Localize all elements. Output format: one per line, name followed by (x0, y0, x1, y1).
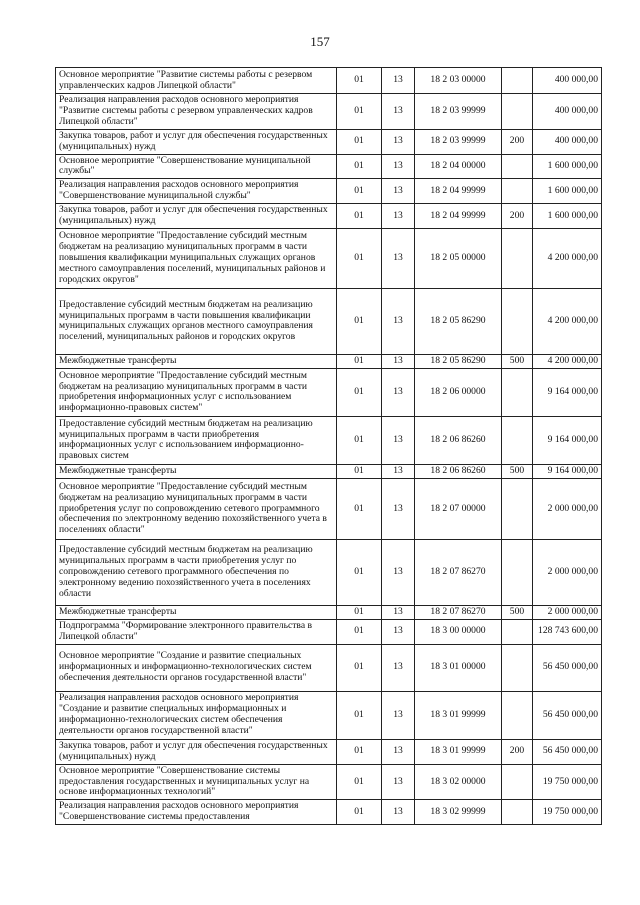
amount-cell: 4 200 000,00 (533, 288, 602, 354)
expense-type-cell: 500 (502, 605, 533, 619)
row-name-cell: Предоставление субсидий местным бюджетам на реализацию муниципальных программ в части приобретения информационных услуг с использованием информационно-правовых систем (56, 416, 337, 464)
expense-type-cell (502, 644, 533, 691)
row-name-cell: Основное мероприятие "Создание и развитие специальных информационных и информационно-технологических систем обеспечения деятельности органов государственной власти" (56, 644, 337, 691)
ministry-code-cell: 01 (337, 478, 382, 539)
ministry-code-cell: 01 (337, 416, 382, 464)
article-code-cell: 18 3 00 00000 (415, 619, 502, 644)
amount-cell: 2 000 000,00 (533, 478, 602, 539)
expense-type-cell (502, 179, 533, 204)
row-name-cell: Межбюджетные трансферты (56, 464, 337, 478)
expense-type-cell: 500 (502, 464, 533, 478)
section-code-cell: 13 (382, 179, 415, 204)
expense-type-cell (502, 764, 533, 800)
article-code-cell: 18 2 06 86260 (415, 464, 502, 478)
ministry-code-cell: 01 (337, 605, 382, 619)
table-row (56, 288, 602, 354)
ministry-code-cell: 01 (337, 204, 382, 229)
expense-type-cell (502, 368, 533, 416)
section-code-cell: 13 (382, 464, 415, 478)
row-name-cell: Реализация направления расходов основного мероприятия "Развитие системы работы с резервом управленческих кадров Липецкой области" (56, 94, 337, 130)
article-code-cell: 18 2 07 86270 (415, 605, 502, 619)
article-code-cell: 18 2 05 00000 (415, 228, 502, 288)
section-code-cell: 13 (382, 478, 415, 539)
article-code-cell: 18 2 04 99999 (415, 204, 502, 229)
expense-type-cell (502, 228, 533, 288)
table-row (56, 478, 602, 539)
row-name-cell: Реализация направления расходов основного мероприятия "Совершенствование системы предоставления (56, 800, 337, 825)
amount-cell: 19 750 000,00 (533, 800, 602, 825)
expense-type-cell: 200 (502, 129, 533, 154)
article-code-cell: 18 3 01 00000 (415, 644, 502, 691)
article-code-cell: 18 2 07 00000 (415, 478, 502, 539)
section-code-cell: 13 (382, 619, 415, 644)
budget-table-body (56, 68, 602, 825)
table-row (56, 764, 602, 800)
article-code-cell: 18 2 07 86270 (415, 539, 502, 605)
amount-cell: 2 000 000,00 (533, 605, 602, 619)
table-row (56, 129, 602, 154)
expense-type-cell (502, 416, 533, 464)
article-code-cell: 18 3 01 99999 (415, 691, 502, 739)
row-name-cell: Закупка товаров, работ и услуг для обеспечения государственных (муниципальных) нужд (56, 129, 337, 154)
section-code-cell: 13 (382, 539, 415, 605)
section-code-cell: 13 (382, 354, 415, 368)
article-code-cell: 18 2 04 00000 (415, 154, 502, 179)
table-row (56, 204, 602, 229)
expense-type-cell: 200 (502, 204, 533, 229)
table-row (56, 739, 602, 764)
row-name-cell: Реализация направления расходов основного мероприятия "Совершенствование муниципальной службы" (56, 179, 337, 204)
ministry-code-cell: 01 (337, 691, 382, 739)
article-code-cell: 18 2 05 86290 (415, 288, 502, 354)
row-name-cell: Подпрограмма "Формирование электронного правительства в Липецкой области" (56, 619, 337, 644)
budget-table (55, 67, 602, 825)
section-code-cell: 13 (382, 691, 415, 739)
expense-type-cell (502, 94, 533, 130)
expense-type-cell (502, 691, 533, 739)
ministry-code-cell: 01 (337, 800, 382, 825)
row-name-cell: Межбюджетные трансферты (56, 354, 337, 368)
amount-cell: 400 000,00 (533, 94, 602, 130)
section-code-cell: 13 (382, 644, 415, 691)
article-code-cell: 18 2 04 99999 (415, 179, 502, 204)
expense-type-cell (502, 619, 533, 644)
row-name-cell: Основное мероприятие "Развитие системы работы с резервом управленческих кадров Липецкой области" (56, 68, 337, 94)
article-code-cell: 18 2 06 86260 (415, 416, 502, 464)
ministry-code-cell: 01 (337, 129, 382, 154)
page-number: 157 (310, 34, 330, 49)
article-code-cell: 18 2 03 99999 (415, 129, 502, 154)
table-row (56, 154, 602, 179)
row-name-cell: Реализация направления расходов основного мероприятия "Создание и развитие специальных информационных и информационно-технологических систем обеспечения деятельности органов государственной власти" (56, 691, 337, 739)
table-row (56, 619, 602, 644)
ministry-code-cell: 01 (337, 619, 382, 644)
section-code-cell: 13 (382, 94, 415, 130)
table-row (56, 539, 602, 605)
table-row (56, 179, 602, 204)
ministry-code-cell: 01 (337, 288, 382, 354)
section-code-cell: 13 (382, 739, 415, 764)
section-code-cell: 13 (382, 68, 415, 94)
row-name-cell: Основное мероприятие "Предоставление субсидий местным бюджетам на реализацию муниципальных программ в части повышения квалификации муниципальных служащих органов местного самоуправления поселений, муниципальных районов и городских округов" (56, 228, 337, 288)
expense-type-cell (502, 800, 533, 825)
ministry-code-cell: 01 (337, 539, 382, 605)
section-code-cell: 13 (382, 368, 415, 416)
row-name-cell: Межбюджетные трансферты (56, 605, 337, 619)
expense-type-cell (502, 539, 533, 605)
expense-type-cell (502, 154, 533, 179)
expense-type-cell (502, 478, 533, 539)
amount-cell: 4 200 000,00 (533, 228, 602, 288)
section-code-cell: 13 (382, 154, 415, 179)
ministry-code-cell: 01 (337, 154, 382, 179)
ministry-code-cell: 01 (337, 354, 382, 368)
table-row (56, 354, 602, 368)
ministry-code-cell: 01 (337, 94, 382, 130)
table-row (56, 691, 602, 739)
table-row (56, 464, 602, 478)
expense-type-cell (502, 68, 533, 94)
row-name-cell: Основное мероприятие "Предоставление субсидий местным бюджетам на реализацию муниципальных программ в части приобретения информационных услуг с использованием информационно-правовых систем" (56, 368, 337, 416)
expense-type-cell: 500 (502, 354, 533, 368)
section-code-cell: 13 (382, 800, 415, 825)
table-row (56, 94, 602, 130)
expense-type-cell: 200 (502, 739, 533, 764)
article-code-cell: 18 3 01 99999 (415, 739, 502, 764)
amount-cell: 9 164 000,00 (533, 416, 602, 464)
amount-cell: 56 450 000,00 (533, 691, 602, 739)
ministry-code-cell: 01 (337, 464, 382, 478)
article-code-cell: 18 3 02 00000 (415, 764, 502, 800)
row-name-cell: Закупка товаров, работ и услуг для обеспечения государственных (муниципальных) нужд (56, 204, 337, 229)
ministry-code-cell: 01 (337, 368, 382, 416)
amount-cell: 1 600 000,00 (533, 179, 602, 204)
section-code-cell: 13 (382, 129, 415, 154)
ministry-code-cell: 01 (337, 644, 382, 691)
amount-cell: 4 200 000,00 (533, 354, 602, 368)
table-row (56, 644, 602, 691)
row-name-cell: Основное мероприятие "Совершенствование системы предоставления государственных и муниципальных услуг на основе информационных технологий" (56, 764, 337, 800)
section-code-cell: 13 (382, 288, 415, 354)
ministry-code-cell: 01 (337, 179, 382, 204)
table-row (56, 605, 602, 619)
section-code-cell: 13 (382, 416, 415, 464)
table-row (56, 68, 602, 94)
row-name-cell: Предоставление субсидий местным бюджетам на реализацию муниципальных программ в части повышения квалификации муниципальных служащих органов местного самоуправления поселений, муниципальных районов и городских округов (56, 288, 337, 354)
row-name-cell: Предоставление субсидий местным бюджетам на реализацию муниципальных программ в части приобретения услуг по сопровождению сетевого программного обеспечения по электронному ведению похозяйственного учета в поселениях области (56, 539, 337, 605)
row-name-cell: Основное мероприятие "Предоставление субсидий местным бюджетам на реализацию муниципальных программ в части приобретения услуг по сопровождению сетевого программного обеспечения по электронному ведению похозяйственного учета в поселениях области" (56, 478, 337, 539)
amount-cell: 9 164 000,00 (533, 368, 602, 416)
ministry-code-cell: 01 (337, 764, 382, 800)
section-code-cell: 13 (382, 204, 415, 229)
ministry-code-cell: 01 (337, 68, 382, 94)
amount-cell: 400 000,00 (533, 68, 602, 94)
section-code-cell: 13 (382, 228, 415, 288)
amount-cell: 2 000 000,00 (533, 539, 602, 605)
article-code-cell: 18 2 03 00000 (415, 68, 502, 94)
ministry-code-cell: 01 (337, 739, 382, 764)
expense-type-cell (502, 288, 533, 354)
ministry-code-cell: 01 (337, 228, 382, 288)
amount-cell: 56 450 000,00 (533, 644, 602, 691)
amount-cell: 56 450 000,00 (533, 739, 602, 764)
article-code-cell: 18 2 05 86290 (415, 354, 502, 368)
article-code-cell: 18 2 06 00000 (415, 368, 502, 416)
section-code-cell: 13 (382, 764, 415, 800)
table-row (56, 800, 602, 825)
amount-cell: 1 600 000,00 (533, 204, 602, 229)
amount-cell: 1 600 000,00 (533, 154, 602, 179)
amount-cell: 9 164 000,00 (533, 464, 602, 478)
row-name-cell: Основное мероприятие "Совершенствование муниципальной службы" (56, 154, 337, 179)
article-code-cell: 18 2 03 99999 (415, 94, 502, 130)
section-code-cell: 13 (382, 605, 415, 619)
amount-cell: 400 000,00 (533, 129, 602, 154)
table-row (56, 368, 602, 416)
amount-cell: 128 743 600,00 (533, 619, 602, 644)
article-code-cell: 18 3 02 99999 (415, 800, 502, 825)
table-row (56, 228, 602, 288)
amount-cell: 19 750 000,00 (533, 764, 602, 800)
table-row (56, 416, 602, 464)
row-name-cell: Закупка товаров, работ и услуг для обеспечения государственных (муниципальных) нужд (56, 739, 337, 764)
